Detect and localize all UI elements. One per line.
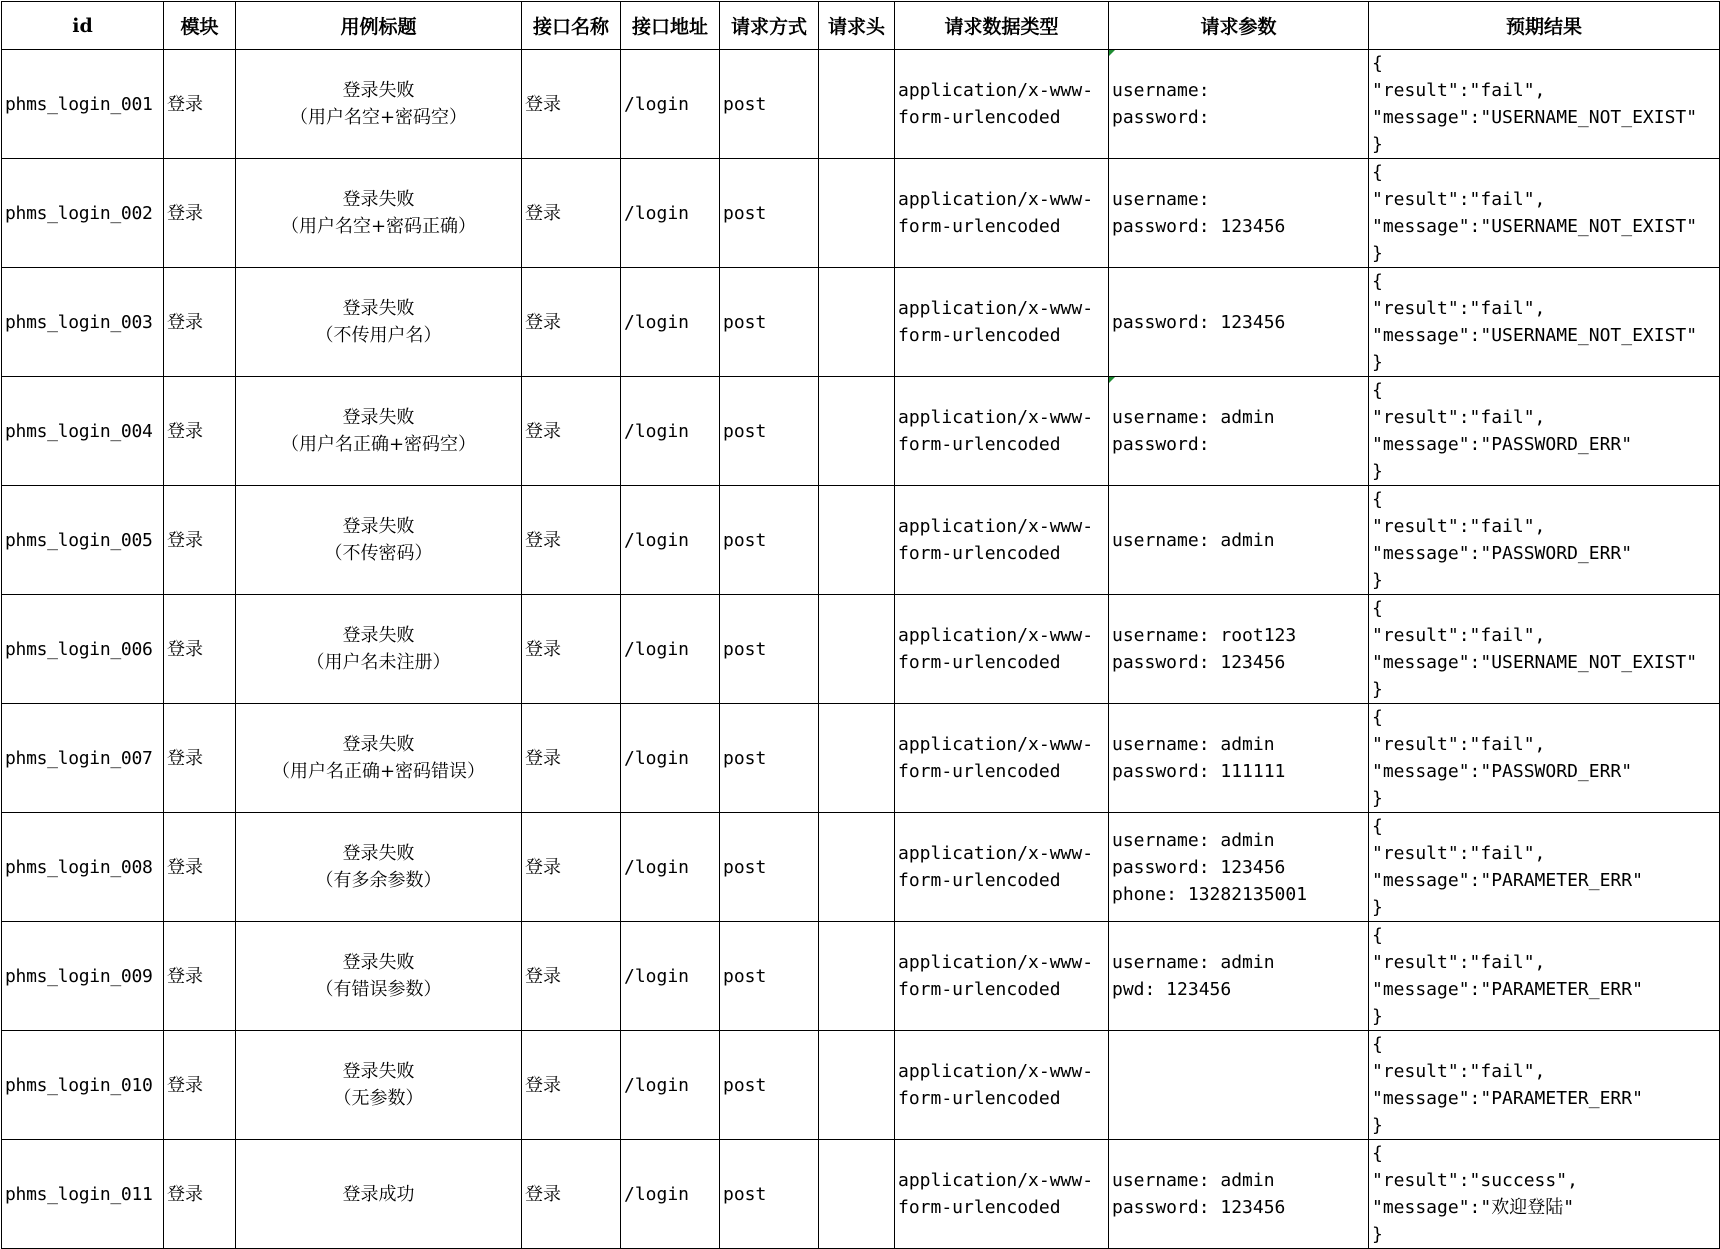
cell-request-header[interactable]: [819, 486, 895, 595]
cell-params[interactable]: [1109, 377, 1369, 486]
cell-params-text: username: password:: [1112, 80, 1210, 128]
cell-title[interactable]: 登录失败 （用户名空+密码正确）: [236, 159, 522, 268]
cell-module[interactable]: 登录: [164, 813, 236, 922]
cell-id[interactable]: phms_login_004: [2, 377, 164, 486]
comment-indicator-icon[interactable]: [1109, 377, 1115, 383]
cell-expected[interactable]: { "result":"fail", "message":"PASSWORD_ERR" }: [1369, 486, 1720, 595]
cell-api-url[interactable]: /login: [621, 1031, 720, 1140]
cell-module[interactable]: 登录: [164, 486, 236, 595]
cell-expected[interactable]: { "result":"fail", "message":"PARAMETER_ERR" }: [1369, 922, 1720, 1031]
table-row: [2, 922, 1720, 1031]
cell-request-header[interactable]: [819, 704, 895, 813]
cell-api-url[interactable]: /login: [621, 486, 720, 595]
cell-api-url[interactable]: /login: [621, 813, 720, 922]
cell-id[interactable]: phms_login_006: [2, 595, 164, 704]
cell-params-text: username: admin password:: [1112, 407, 1275, 455]
header-module[interactable]: 模块: [164, 2, 236, 50]
cell-method[interactable]: post: [720, 813, 819, 922]
cell-api-url[interactable]: /login: [621, 50, 720, 159]
cell-method[interactable]: post: [720, 922, 819, 1031]
header-title[interactable]: 用例标题: [236, 2, 522, 50]
cell-module[interactable]: 登录: [164, 595, 236, 704]
cell-expected[interactable]: { "result":"fail", "message":"USERNAME_NOT_EXIST" }: [1369, 50, 1720, 159]
cell-module[interactable]: 登录: [164, 704, 236, 813]
cell-title[interactable]: 登录失败 （不传用户名）: [236, 268, 522, 377]
cell-title[interactable]: 登录失败 （无参数）: [236, 1031, 522, 1140]
table-row: [2, 486, 1720, 595]
cell-api-name[interactable]: 登录: [522, 595, 621, 704]
cell-title[interactable]: 登录失败 （用户名正确+密码错误）: [236, 704, 522, 813]
header-request-header[interactable]: 请求头: [819, 2, 895, 50]
cell-id[interactable]: phms_login_005: [2, 486, 164, 595]
table-row: [2, 377, 1720, 486]
cell-content-type[interactable]: application/x-www- form-urlencoded: [895, 50, 1109, 159]
cell-method[interactable]: post: [720, 704, 819, 813]
cell-method[interactable]: post: [720, 268, 819, 377]
cell-id[interactable]: phms_login_009: [2, 922, 164, 1031]
table-row: [2, 159, 1720, 268]
cell-api-name[interactable]: 登录: [522, 268, 621, 377]
table-row: [2, 595, 1720, 704]
cell-method[interactable]: post: [720, 486, 819, 595]
cell-request-header[interactable]: [819, 268, 895, 377]
cell-expected[interactable]: { "result":"fail", "message":"PARAMETER_ERR" }: [1369, 1031, 1720, 1140]
cell-api-name[interactable]: 登录: [522, 1140, 621, 1249]
cell-params[interactable]: username: root123 password: 123456: [1109, 595, 1369, 704]
cell-module[interactable]: 登录: [164, 1140, 236, 1249]
cell-api-name[interactable]: 登录: [522, 1031, 621, 1140]
header-expected[interactable]: 预期结果: [1369, 2, 1720, 50]
cell-params[interactable]: username: admin password: 111111: [1109, 704, 1369, 813]
cell-module[interactable]: 登录: [164, 268, 236, 377]
cell-id[interactable]: phms_login_010: [2, 1031, 164, 1140]
cell-api-url[interactable]: /login: [621, 377, 720, 486]
cell-method[interactable]: post: [720, 1140, 819, 1249]
cell-method[interactable]: post: [720, 50, 819, 159]
cell-api-url[interactable]: /login: [621, 268, 720, 377]
cell-id[interactable]: phms_login_008: [2, 813, 164, 922]
cell-api-name[interactable]: 登录: [522, 922, 621, 1031]
cell-request-header[interactable]: [819, 1140, 895, 1249]
cell-api-name[interactable]: 登录: [522, 704, 621, 813]
cell-content-type[interactable]: application/x-www- form-urlencoded: [895, 268, 1109, 377]
cell-api-url[interactable]: /login: [621, 704, 720, 813]
header-method[interactable]: 请求方式: [720, 2, 819, 50]
cell-params[interactable]: username: admin: [1109, 486, 1369, 595]
cell-title[interactable]: 登录失败 （用户名未注册）: [236, 595, 522, 704]
cell-title[interactable]: 登录失败 （用户名正确+密码空）: [236, 377, 522, 486]
cell-request-header[interactable]: [819, 159, 895, 268]
cell-title[interactable]: 登录失败 （有多余参数）: [236, 813, 522, 922]
table-row: [2, 50, 1720, 159]
cell-content-type[interactable]: application/x-www- form-urlencoded: [895, 813, 1109, 922]
cell-content-type[interactable]: application/x-www- form-urlencoded: [895, 704, 1109, 813]
header-id[interactable]: id: [2, 2, 164, 50]
cell-expected[interactable]: { "result":"fail", "message":"USERNAME_NOT_EXIST" }: [1369, 159, 1720, 268]
cell-method[interactable]: post: [720, 595, 819, 704]
comment-indicator-icon[interactable]: [1109, 50, 1115, 56]
header-api-name[interactable]: 接口名称: [522, 2, 621, 50]
cell-id[interactable]: phms_login_007: [2, 704, 164, 813]
cell-content-type[interactable]: application/x-www- form-urlencoded: [895, 486, 1109, 595]
table-row: [2, 1031, 1720, 1140]
table-row: [2, 1140, 1720, 1249]
table-row: [2, 813, 1720, 922]
cell-api-name[interactable]: 登录: [522, 813, 621, 922]
cell-method[interactable]: post: [720, 377, 819, 486]
cell-content-type[interactable]: application/x-www- form-urlencoded: [895, 1140, 1109, 1249]
header-api-url[interactable]: 接口地址: [621, 2, 720, 50]
cell-id[interactable]: phms_login_011: [2, 1140, 164, 1249]
cell-content-type[interactable]: application/x-www- form-urlencoded: [895, 595, 1109, 704]
cell-request-header[interactable]: [819, 377, 895, 486]
cell-expected[interactable]: { "result":"fail", "message":"USERNAME_NOT_EXIST" }: [1369, 268, 1720, 377]
cell-method[interactable]: post: [720, 159, 819, 268]
cell-title[interactable]: 登录失败 （不传密码）: [236, 486, 522, 595]
cell-module[interactable]: 登录: [164, 159, 236, 268]
cell-params[interactable]: username: admin pwd: 123456: [1109, 922, 1369, 1031]
cell-title[interactable]: 登录成功: [236, 1140, 522, 1249]
cell-id[interactable]: phms_login_003: [2, 268, 164, 377]
cell-expected[interactable]: { "result":"fail", "message":"PASSWORD_ERR" }: [1369, 377, 1720, 486]
cell-api-url[interactable]: /login: [621, 1140, 720, 1249]
cell-api-name[interactable]: 登录: [522, 377, 621, 486]
cell-api-name[interactable]: 登录: [522, 486, 621, 595]
cell-api-url[interactable]: /login: [621, 595, 720, 704]
cell-params[interactable]: password: 123456: [1109, 268, 1369, 377]
cell-params[interactable]: username: password: 123456: [1109, 159, 1369, 268]
table-row: [2, 704, 1720, 813]
cell-params[interactable]: [1109, 1031, 1369, 1140]
cell-module[interactable]: 登录: [164, 50, 236, 159]
cell-content-type[interactable]: application/x-www- form-urlencoded: [895, 377, 1109, 486]
cell-params[interactable]: username: admin password: 123456: [1109, 1140, 1369, 1249]
cell-request-header[interactable]: [819, 813, 895, 922]
cell-title[interactable]: 登录失败 （用户名空+密码空）: [236, 50, 522, 159]
cell-api-name[interactable]: 登录: [522, 159, 621, 268]
cell-module[interactable]: 登录: [164, 1031, 236, 1140]
table-body: [2, 50, 1720, 1249]
cell-module[interactable]: 登录: [164, 377, 236, 486]
cell-api-url[interactable]: /login: [621, 159, 720, 268]
cell-id[interactable]: phms_login_001: [2, 50, 164, 159]
cell-expected[interactable]: { "result":"fail", "message":"USERNAME_NOT_EXIST" }: [1369, 595, 1720, 704]
cell-method[interactable]: post: [720, 1031, 819, 1140]
cell-request-header[interactable]: [819, 595, 895, 704]
header-row: [2, 2, 1720, 50]
cell-api-name[interactable]: 登录: [522, 50, 621, 159]
test-case-table: [1, 1, 1720, 1249]
header-content-type[interactable]: 请求数据类型: [895, 2, 1109, 50]
cell-expected[interactable]: { "result":"fail", "message":"PASSWORD_ERR" }: [1369, 704, 1720, 813]
table-row: [2, 268, 1720, 377]
cell-title[interactable]: 登录失败 （有错误参数）: [236, 922, 522, 1031]
header-params[interactable]: 请求参数: [1109, 2, 1369, 50]
cell-expected[interactable]: { "result":"fail", "message":"PARAMETER_ERR" }: [1369, 813, 1720, 922]
cell-id[interactable]: phms_login_002: [2, 159, 164, 268]
cell-expected[interactable]: { "result":"success", "message":"欢迎登陆" }: [1369, 1140, 1720, 1249]
cell-api-url[interactable]: /login: [621, 922, 720, 1031]
cell-params[interactable]: [1109, 50, 1369, 159]
cell-request-header[interactable]: [819, 1031, 895, 1140]
cell-content-type[interactable]: application/x-www- form-urlencoded: [895, 1031, 1109, 1140]
cell-request-header[interactable]: [819, 50, 895, 159]
cell-content-type[interactable]: application/x-www- form-urlencoded: [895, 159, 1109, 268]
cell-params[interactable]: username: admin password: 123456 phone: 13282135001: [1109, 813, 1369, 922]
cell-module[interactable]: 登录: [164, 922, 236, 1031]
cell-content-type[interactable]: application/x-www- form-urlencoded: [895, 922, 1109, 1031]
cell-request-header[interactable]: [819, 922, 895, 1031]
